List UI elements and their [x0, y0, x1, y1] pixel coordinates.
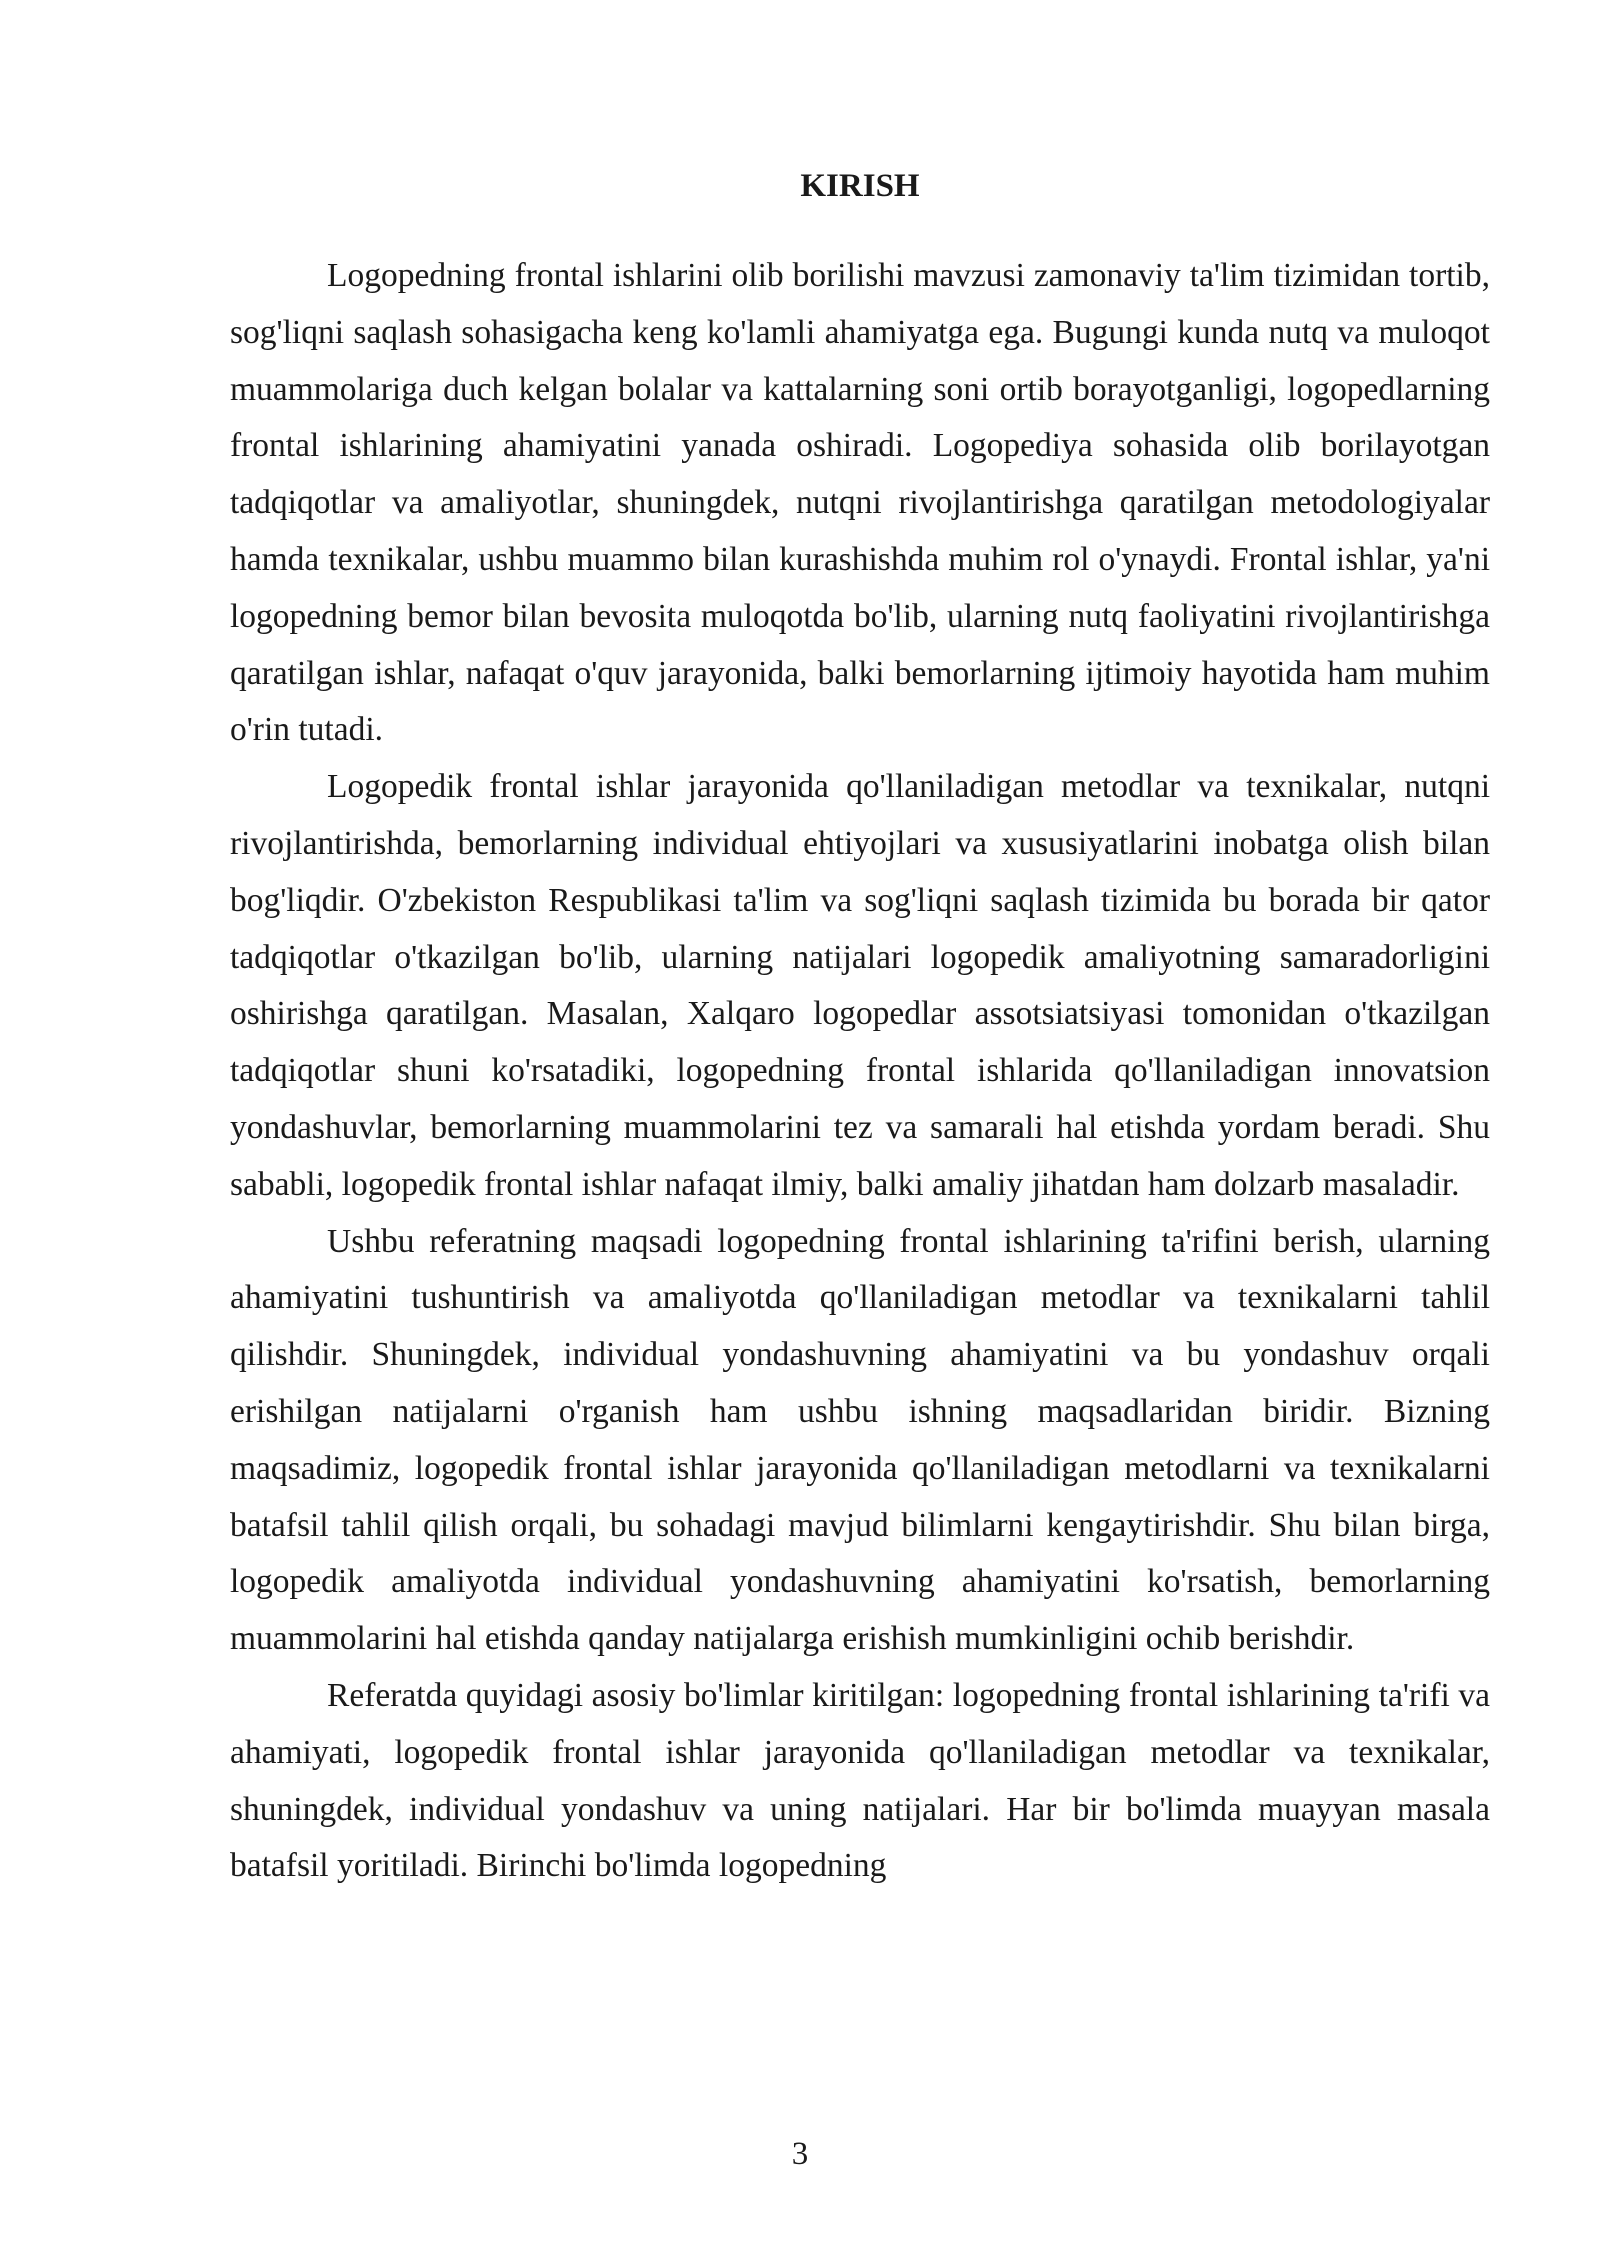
section-title: KIRISH — [800, 168, 920, 204]
paragraph-2: Logopedik frontal ishlar jarayonida qo'llaniladigan metodlar va texnikalar, nutqni rivojlantirishda, bemorlarning individual ehtiyojlari va xususiyatlarini inobatga olish bilan bog'liqdir. O'zbekiston Respublikasi ta'lim va sog'liqni saqlash tizimida bu borada bir qator tadqiqotlar o'tkazilgan bo'lib, ularning natijalari logopedik amaliyotning samaradorligini oshirishga qaratilgan. Masalan, Xalqaro logopedlar assotsiatsiyasi tomonidan o'tkazilgan tadqiqotlar shuni ko'rsatadiki, logopedning frontal ishlarida qo'llaniladigan innovatsion yondashuvlar, bemorlarning muammolarini tez va samarali hal etishda yordam beradi. Shu sababli, logopedik frontal ishlar nafaqat ilmiy, balki amaliy jihatdan ham dolzarb masaladir. — [230, 768, 1490, 1203]
body-text — [230, 248, 1490, 1895]
paragraph-1: Logopedning frontal ishlarini olib borilishi mavzusi zamonaviy ta'lim tizimidan tortib, sog'liqni saqlash sohasigacha keng ko'lamli ahamiyatga ega. Bugungi kunda nutq va muloqot muammolariga duch kelgan bolalar va kattalarning soni ortib borayotganligi, logopedlarning frontal ishlarining ahamiyatini yanada oshiradi. Logopediya sohasida olib borilayotgan tadqiqotlar va amaliyotlar, shuningdek, nutqni rivojlantirishga qaratilgan metodologiyalar hamda texnikalar, ushbu muammo bilan kurashishda muhim rol o'ynaydi. Frontal ishlar, ya'ni logopedning bemor bilan bevosita muloqotda bo'lib, ularning nutq faoliyatini rivojlantirishga qaratilgan ishlar, nafaqat o'quv jarayonida, balki bemorlarning ijtimoiy hayotida ham muhim o'rin tutadi. — [230, 257, 1490, 749]
paragraph-3: Ushbu referatning maqsadi logopedning frontal ishlarining ta'rifini berish, ularning ahamiyatini tushuntirish va amaliyotda qo'llaniladigan metodlar va texnikalarni tahlil qilishdir. Shuningdek, individual yondashuvning ahamiyatini va bu yondashuv orqali erishilgan natijalarni o'rganish ham ushbu ishning maqsadlaridan biridir. Bizning maqsadimiz, logopedik frontal ishlar jarayonida qo'llaniladigan metodlarni va texnikalarni batafsil tahlil qilish orqali, bu sohadagi mavjud bilimlarni kengaytirishdir. Shu bilan birga, logopedik amaliyotda individual yondashuvning ahamiyatini ko'rsatish, bemorlarning muammolarini hal etishda qanday natijalarga erishish mumkinligini ochib berishdir. — [230, 1222, 1490, 1658]
page-number: 3 — [791, 2136, 809, 2172]
paragraph-4: Referatda quyidagi asosiy bo'limlar kiritilgan: logopedning frontal ishlarining ta'rifi va ahamiyati, logopedik frontal ishlar jarayonida qo'llaniladigan metodlar va texnikalar, shuningdek, individual yondashuv va uning natijalari. Har bir bo'limda muayyan masala batafsil yoritiladi. Birinchi bo'limda logopedning — [230, 1676, 1490, 1885]
